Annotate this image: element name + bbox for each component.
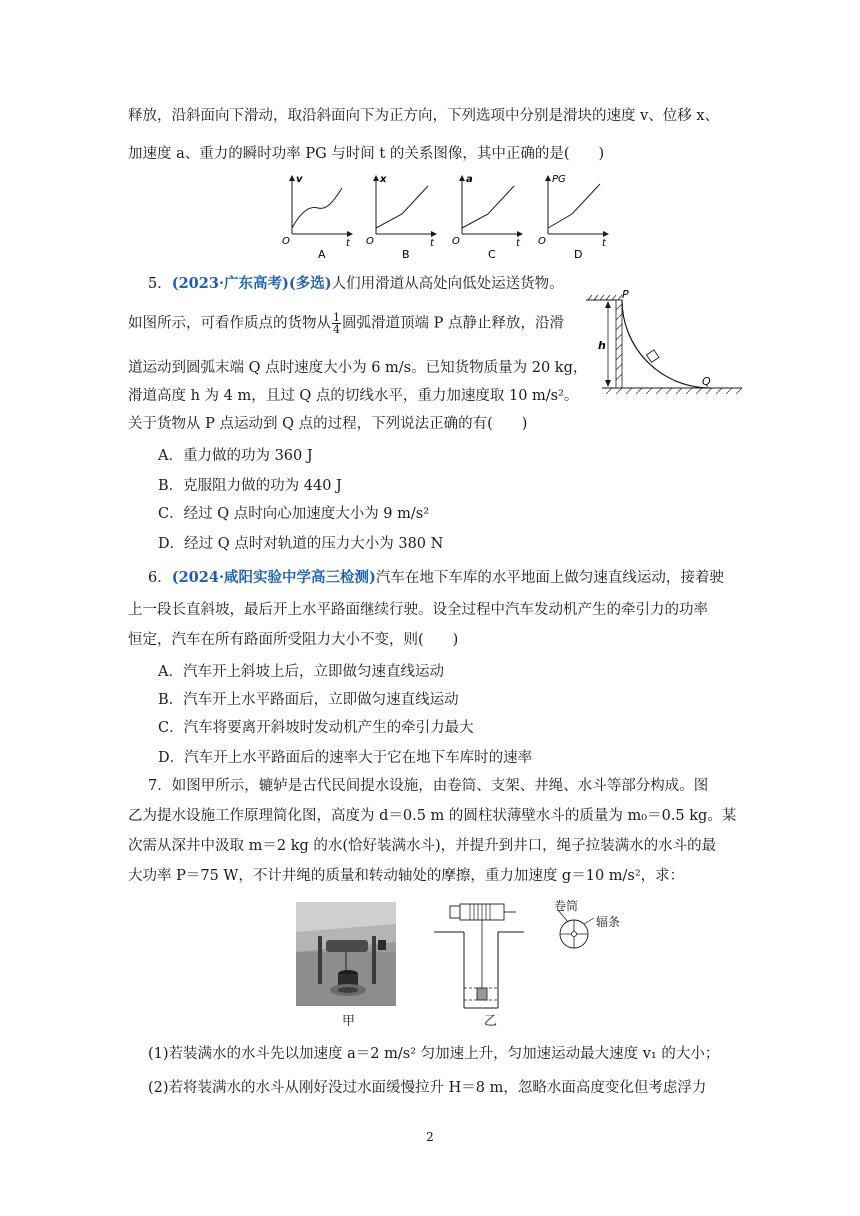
- label-h: h: [598, 339, 606, 352]
- q5-head-rest: 人们用滑道从高处向低处运送货物。: [331, 276, 564, 292]
- graph-a-option: A: [318, 248, 326, 261]
- graph-b-option: B: [402, 248, 410, 261]
- q6-num: 6．: [148, 570, 172, 586]
- graph-d-ylabel: PG: [552, 174, 566, 185]
- graph-c-option: C: [488, 248, 496, 261]
- graph-c-ylabel: a: [466, 174, 473, 185]
- q7-line2: 乙为提水设施工作原理简化图，高度为 d＝0.5 m 的圆柱状薄壁水斗的质量为 m₀＝0.5 kg。某: [128, 808, 737, 824]
- q6-line1-rest: 汽车在地下车库的水平地面上做匀速直线运动，接着驶: [375, 570, 724, 586]
- q5-source: (2023·广东高考)(多选): [171, 275, 332, 292]
- q5-line2: [128, 312, 564, 335]
- q7-sub2: (2)若将装满水的水斗从刚好没过水面缓慢拉升 H＝8 m，忽略水面高度变化但考虑浮力: [148, 1080, 707, 1096]
- fraction-denominator: 4: [333, 323, 340, 336]
- graph-a: [282, 174, 352, 261]
- q5-line3: 道运动到圆弧末端 Q 点时速度大小为 6 m/s。已知货物质量为 20 kg，: [128, 360, 588, 376]
- label-q: Q: [702, 375, 711, 388]
- graph-b: [366, 174, 436, 261]
- graph-b-ylabel: x: [380, 174, 387, 185]
- q6-line2: 上一段长直斜坡，最后开上水平路面继续行驶。设全过程中汽车发动机产生的牵引力的功率: [128, 602, 708, 618]
- label-p: P: [622, 288, 629, 301]
- graph-d-origin: O: [538, 236, 546, 247]
- q7-fig-yi-label: 乙: [484, 1014, 498, 1029]
- q5-option-c: C．经过 Q 点时向心加速度大小为 9 m/s²: [158, 506, 430, 522]
- q7-line1: 7．如图甲所示，辘轳是古代民间提水设施，由卷筒、支架、井绳、水斗等部分构成。图: [148, 778, 709, 794]
- graph-b-xlabel: t: [430, 238, 434, 249]
- label-drum: 卷筒: [554, 899, 579, 913]
- q6-source: (2024·咸阳实验中学高三检测): [171, 569, 376, 586]
- q5-line2a: 如图所示，可看作质点的货物从: [128, 315, 331, 332]
- graph-c-origin: O: [452, 236, 460, 247]
- bucket: [477, 988, 487, 1000]
- page-number: 2: [426, 1130, 434, 1144]
- graph-c-curve: [462, 186, 514, 228]
- q5-fraction: [332, 312, 341, 335]
- graph-d-option: D: [574, 248, 583, 261]
- q7-line4: 大功率 P＝75 W，不计井绳的质量和转动轴处的摩擦，重力加速度 g＝10 m/s²，求：: [128, 868, 685, 884]
- q4-graphs: [280, 170, 620, 262]
- q7-schematic-yi: [428, 892, 608, 1012]
- graph-b-origin: O: [366, 236, 374, 247]
- q7-photo-jia: [296, 902, 396, 1006]
- graph-d: [538, 174, 608, 261]
- q7-fig-jia-label: 甲: [342, 1014, 356, 1029]
- slide-arc: [622, 300, 710, 388]
- q6-option-c: C．汽车将要离开斜坡时发动机产生的牵引力最大: [158, 720, 474, 736]
- q6-option-b: B．汽车开上水平路面后，立即做匀速直线运动: [158, 692, 459, 708]
- q6-line3: 恒定，汽车在所有路面所受阻力大小不变，则( ): [128, 632, 459, 648]
- q7-line3: 次需从深井中汲取 m＝2 kg 的水(恰好装满水斗)，并提升到井口，绳子拉装满水的水斗的最: [128, 838, 717, 854]
- q5-line4: 滑道高度 h 为 4 m，且过 Q 点的切线水平，重力加速度取 10 m/s²。: [128, 388, 579, 404]
- graph-a-curve: [292, 188, 342, 228]
- q5-head: 5．(2023·广东高考)(多选)人们用滑道从高处向低处运送货物。: [148, 275, 564, 292]
- graph-a-ylabel: v: [296, 174, 303, 185]
- label-spoke: 辐条: [596, 915, 621, 929]
- q5-line5: 关于货物从 P 点运动到 Q 点的过程，下列说法正确的有( ): [128, 416, 528, 432]
- graph-c: [452, 174, 522, 261]
- q5-line2b: 圆弧滑道顶端 P 点静止释放，沿滑: [342, 315, 564, 332]
- q6-line1: [148, 568, 724, 588]
- cargo-box: [646, 350, 659, 363]
- graph-a-origin: O: [282, 236, 290, 247]
- graph-c-xlabel: t: [516, 238, 520, 249]
- q4-text-line1: 释放，沿斜面向下滑动，取沿斜面向下为正方向，下列选项中分别是滑块的速度 v、位移 x、: [128, 108, 720, 124]
- q5-option-d: D．经过 Q 点时对轨道的压力大小为 380 N: [158, 536, 444, 552]
- q5-option-b: B．克服阻力做的功为 440 J: [158, 478, 342, 494]
- fraction-numerator: 1: [333, 311, 340, 324]
- q5-option-a: A．重力做的功为 360 J: [158, 448, 313, 464]
- graph-b-curve: [376, 186, 428, 228]
- q5-slide-figure: [582, 288, 752, 394]
- q6-option-d: D．汽车开上水平路面后的速率大于它在地下车库时的速率: [158, 750, 533, 766]
- q4-text-line2: 加速度 a、重力的瞬时功率 PG 与时间 t 的关系图像，其中正确的是( ): [128, 146, 605, 162]
- q7-sub1: (1)若装满水的水斗先以加速度 a＝2 m/s² 匀加速上升，匀加速运动最大速度 v₁ 的大小；: [148, 1046, 720, 1062]
- graph-a-xlabel: t: [346, 238, 350, 249]
- q6-option-a: A．汽车开上斜坡上后，立即做匀速直线运动: [158, 664, 444, 680]
- graph-d-xlabel: t: [602, 238, 606, 249]
- graph-d-curve: [548, 184, 600, 228]
